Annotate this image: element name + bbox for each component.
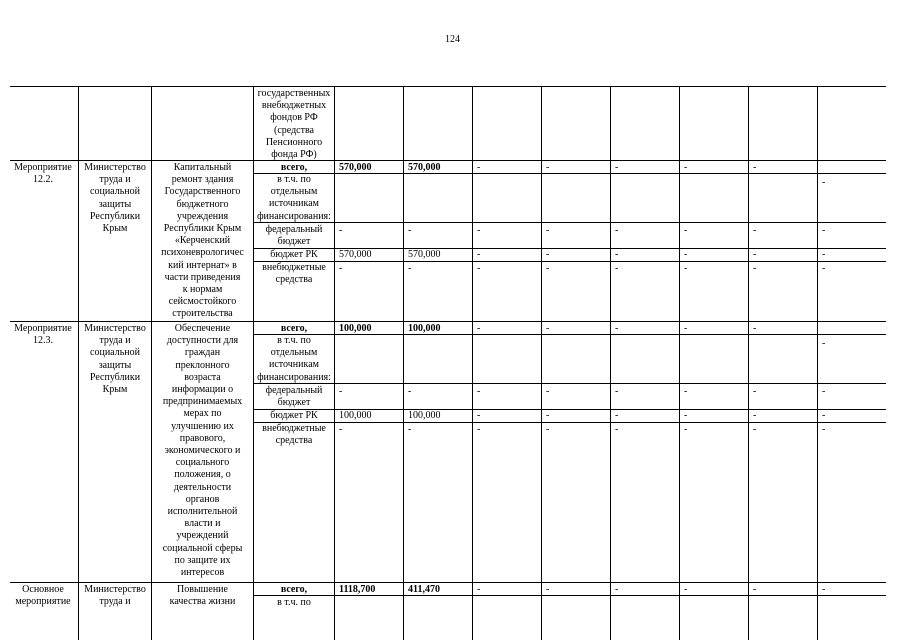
event-description: Повышение качества жизни [169,584,236,608]
dash-cell: - [477,162,481,173]
dash-cell: - [753,386,757,397]
source-total: всего, [280,162,308,173]
dash-cell: - [477,323,481,334]
dash-cell: - [546,410,550,421]
dash-cell: - [615,225,619,236]
event-name: Мероприятие 12.3. [14,323,72,347]
value-cell: 1118,700 [339,584,376,595]
dash-cell: - [546,263,550,274]
dash-cell: - [822,177,826,188]
value-cell: 570,000 [339,249,372,260]
dash-cell: - [822,249,826,260]
source-federal: федеральный бюджет [265,224,323,248]
event-executor: Министерство труда и социальной защиты Республики Крым [84,323,146,396]
dash-cell: - [477,410,481,421]
dash-cell: - [822,225,826,236]
dash-cell: - [477,225,481,236]
dash-cell: - [615,162,619,173]
event-name: Мероприятие 12.2. [14,162,72,186]
source-rk: бюджет РК [270,410,318,421]
dash-cell: - [684,249,688,260]
dash-cell: - [477,584,481,595]
dash-cell: - [615,249,619,260]
value-cell: 100,000 [339,323,372,334]
page-number: 124 [445,34,460,45]
dash-cell: - [822,424,826,435]
event-executor: Министерство труда и [84,584,146,608]
source-total: всего, [280,323,308,334]
dash-cell: - [753,424,757,435]
dash-cell: - [822,584,826,595]
event-name: Основное мероприятие [15,584,71,608]
dash-cell: - [684,424,688,435]
dash-cell: - [753,263,757,274]
dash-cell: - [546,584,550,595]
dash-cell: - [546,225,550,236]
dash-cell: - [684,584,688,595]
value-cell: 570,000 [408,249,441,260]
header-fragment: государственных внебюджетных фондов РФ (средства Пенсионного фонда РФ) [257,88,331,161]
value-cell: 100,000 [339,410,372,421]
dash-cell: - [408,424,412,435]
dash-cell: - [477,249,481,260]
dash-cell: - [408,386,412,397]
value-cell: 411,470 [408,584,440,595]
dash-cell: - [477,386,481,397]
dash-cell: - [546,424,550,435]
dash-cell: - [546,323,550,334]
dash-cell: - [339,263,343,274]
dash-cell: - [822,338,826,349]
dash-cell: - [753,323,757,334]
dash-cell: - [684,162,688,173]
dash-cell: - [684,263,688,274]
dash-cell: - [684,323,688,334]
source-incl: в т.ч. по [277,597,311,608]
dash-cell: - [339,386,343,397]
dash-cell: - [753,410,757,421]
source-incl: в т.ч. по отдельным источникам финансирования: [257,335,331,383]
dash-cell: - [753,162,757,173]
dash-cell: - [753,584,757,595]
dash-cell: - [408,225,412,236]
source-federal: федеральный бюджет [265,385,323,409]
dash-cell: - [546,249,550,260]
source-extra: внебюджетные средства [262,423,326,447]
dash-cell: - [546,386,550,397]
value-cell: 100,000 [408,410,441,421]
source-total: всего, [280,584,308,595]
dash-cell: - [753,249,757,260]
dash-cell: - [822,386,826,397]
dash-cell: - [615,584,619,595]
dash-cell: - [339,225,343,236]
dash-cell: - [546,162,550,173]
event-description: Капитальный ремонт здания Государственного бюджетного учреждения Республики Крым «Керченский психоневрологичес кий интернат» в части приведения к нормам сейсмостойкого строительства [161,162,244,320]
dash-cell: - [753,225,757,236]
dash-cell: - [408,263,412,274]
dash-cell: - [477,263,481,274]
source-extra: внебюджетные средства [262,262,326,286]
dash-cell: - [684,386,688,397]
dash-cell: - [684,410,688,421]
dash-cell: - [684,225,688,236]
dash-cell: - [615,386,619,397]
dash-cell: - [615,323,619,334]
source-incl: в т.ч. по отдельным источникам финансирования: [257,174,331,222]
dash-cell: - [615,410,619,421]
event-executor: Министерство труда и социальной защиты Республики Крым [84,162,146,235]
value-cell: 570,000 [339,162,372,173]
dash-cell: - [339,424,343,435]
dash-cell: - [822,410,826,421]
dash-cell: - [477,424,481,435]
dash-cell: - [615,424,619,435]
dash-cell: - [615,263,619,274]
value-cell: 100,000 [408,323,441,334]
event-description: Обеспечение доступности для граждан преклонного возраста информации о предпринимаемых мерах по улучшению их правового, экономического и социального положения, о деятельности органов исполнительной власти и учреждений социальной сферы по защите их интересов [162,323,243,579]
source-rk: бюджет РК [270,249,318,260]
dash-cell: - [822,263,826,274]
value-cell: 570,000 [408,162,441,173]
